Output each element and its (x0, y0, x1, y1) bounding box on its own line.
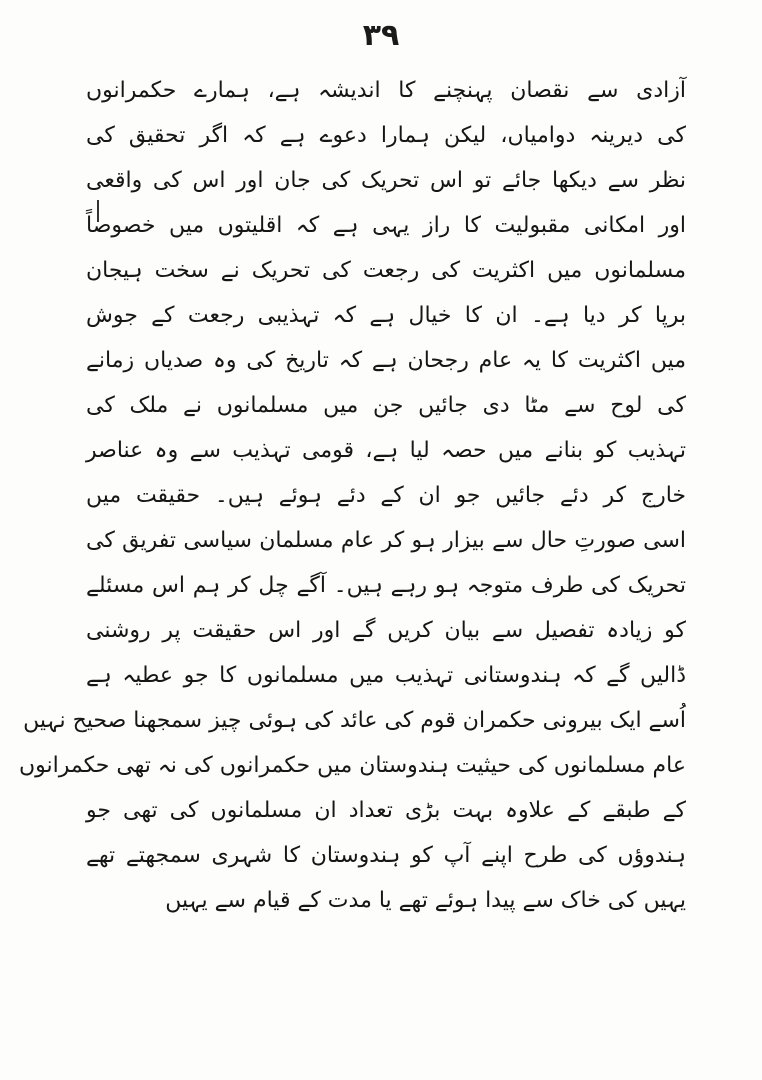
body-text (18, 68, 686, 923)
text-line: اُسے ایک بیرونی حکمران قوم کی عائد کی ہوئی چیز سمجھنا صحیح نہیں (23, 708, 686, 733)
text-line: مسلمانوں میں اکثریت کی رجعت کی تحریک نے سخت ہیجان (86, 258, 686, 283)
text-line: کو زیادہ تفصیل سے بیان کریں گے اور اس حقیقت پر روشنی (86, 618, 686, 643)
text-line: برپا کر دیا ہے۔ ان کا خیال ہے کہ تہذیبی رجعت کے جوش (86, 303, 686, 328)
text-line: ڈالیں گے کہ ہندوستانی تہذیب میں مسلمانوں کا جو عطیہ ہے (86, 663, 686, 688)
text-line: ہندوؤں کی طرح اپنے آپ کو ہندوستان کا شہری سمجھتے تھے (86, 843, 686, 868)
page-number: ۳۹ (362, 18, 400, 53)
text-line: آزادی سے نقصان پہنچنے کا اندیشہ ہے، ہمارے حکمرانوں (86, 78, 686, 103)
text-line: کی لوح سے مٹا دی جائیں جن میں مسلمانوں نے ملک کی (86, 393, 686, 418)
text-line: کے طبقے کے علاوہ بہت بڑی تعداد ان مسلمانوں کی تھی جو (86, 798, 686, 823)
text-line: نظر سے دیکھا جائے تو اس تحریک کی جان اور اس کی واقعی (86, 168, 686, 193)
text-line: اور امکانی مقبولیت کا راز یہی ہے کہ اقلیتوں میں خصوصاً (86, 213, 686, 238)
text-line: تحریک کی طرف متوجہ ہو رہے ہیں۔ آگے چل کر ہم اس مسئلے (86, 573, 686, 598)
text-line: تہذیب کو بنانے میں حصہ لیا ہے، قومی تہذیب سے وہ عناصر (86, 438, 686, 463)
text-line: یہیں کی خاک سے پیدا ہوئے تھے یا مدت کے قیام سے یہیں (165, 888, 686, 913)
text-line: اسی صورتِ حال سے بیزار ہو کر عام مسلمان سیاسی تفریق کی (86, 528, 686, 553)
text-line: خارج کر دئے جائیں جو ان کے دئے ہوئے ہیں۔ حقیقت میں (86, 483, 686, 508)
text-line: کی دیرینہ دوامیاں، لیکن ہمارا دعوے ہے کہ اگر تحقیق کی (86, 123, 686, 148)
text-line: میں اکثریت کا یہ عام رجحان ہے کہ تاریخ کی وہ صدیاں زمانے (86, 348, 686, 373)
text-line: عام مسلمانوں کی حیثیت ہندوستان میں حکمرانوں کی نہ تھی حکمرانوں (18, 753, 686, 778)
